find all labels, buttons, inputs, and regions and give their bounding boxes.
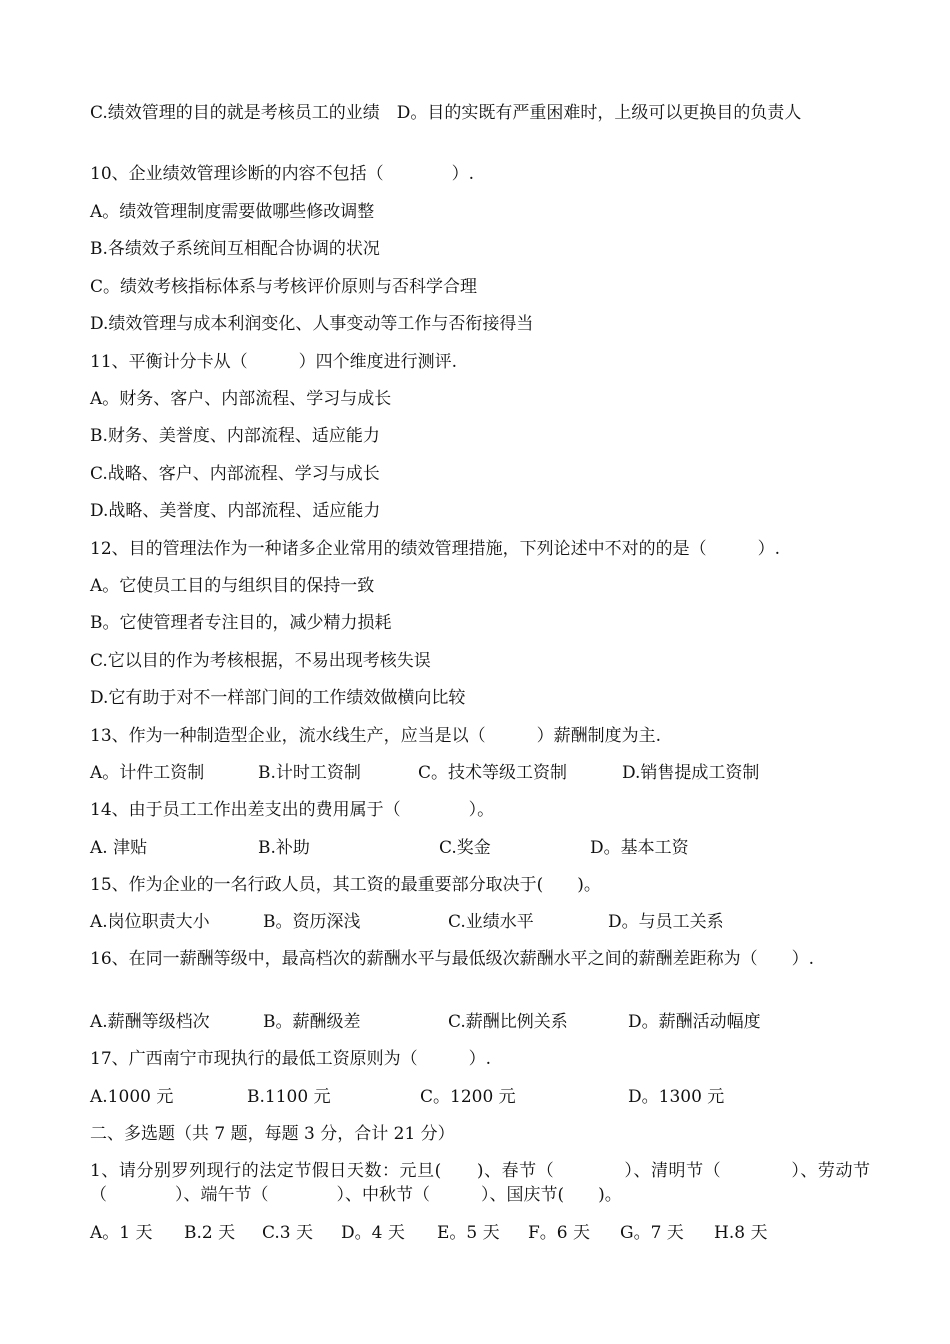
option-b: B.1100 元	[247, 1087, 331, 1107]
option-a: A. 津贴	[90, 838, 148, 858]
option-h: H.8 天	[714, 1223, 768, 1243]
question-12-option-d: D.它有助于对不一样部门间的工作绩效做横向比较	[90, 688, 466, 708]
question-9-option-c-d: C.绩效管理的目的就是考核员工的业绩 D。目的实既有严重困难时，上级可以更换目的负责人	[90, 103, 802, 123]
option-d: D。基本工资	[590, 838, 689, 858]
question-12-option-b: B。它使管理者专注目的，减少精力损耗	[90, 613, 392, 633]
question-11-option-d: D.战略、美誉度、内部流程、适应能力	[90, 501, 381, 521]
multi-question-1: 1、请分别罗列现行的法定节假日天数：元旦( )、春节（ ）、清明节（ ）、劳动节（ ）、端午节（ ）、中秋节（ ）、国庆节( )。	[90, 1161, 870, 1205]
option-c: C.3 天	[262, 1223, 314, 1243]
option-g: G。7 天	[620, 1223, 684, 1243]
option-b: B.2 天	[184, 1223, 236, 1243]
question-12-option-a: A。它使员工目的与组织目的保持一致	[90, 576, 375, 596]
question-10-option-c: C。绩效考核指标体系与考核评价原则与否科学合理	[90, 277, 478, 297]
option-d: D。4 天	[341, 1223, 405, 1243]
question-10: 10、企业绩效管理诊断的内容不包括（ ）.	[90, 164, 475, 184]
option-a: A。计件工资制	[90, 763, 205, 783]
question-16: 16、在同一薪酬等级中，最高档次的薪酬水平与最低级次薪酬水平之间的薪酬差距称为（ ）.	[90, 949, 815, 969]
option-a: A.薪酬等级档次	[90, 1012, 210, 1032]
option-a: A.岗位职责大小	[90, 912, 210, 932]
question-10-option-b: B.各绩效子系统间互相配合协调的状况	[90, 239, 380, 259]
section-2-heading: 二、多选题（共 7 题，每题 3 分，合计 21 分）	[90, 1124, 455, 1144]
question-17: 17、广西南宁市现执行的最低工资原则为（ ）.	[90, 1049, 492, 1069]
question-10-option-d: D.绩效管理与成本利润变化、人事变动等工作与否衔接得当	[90, 314, 534, 334]
question-11: 11、平衡计分卡从（ ）四个维度进行测评.	[90, 352, 458, 372]
option-e: E。5 天	[437, 1223, 500, 1243]
question-11-option-c: C.战略、客户、内部流程、学习与成长	[90, 464, 380, 484]
option-c: C。技术等级工资制	[418, 763, 568, 783]
option-b: B.补助	[258, 838, 310, 858]
question-11-option-b: B.财务、美誉度、内部流程、适应能力	[90, 426, 380, 446]
option-b: B。资历深浅	[263, 912, 361, 932]
question-14: 14、由于员工工作出差支出的费用属于（ ）。	[90, 800, 495, 820]
option-c: C.薪酬比例关系	[448, 1012, 568, 1032]
option-c: C.业绩水平	[448, 912, 534, 932]
option-c: C.奖金	[439, 838, 491, 858]
question-10-option-a: A。绩效管理制度需要做哪些修改调整	[90, 202, 375, 222]
question-12-option-c: C.它以目的作为考核根据，不易出现考核失误	[90, 651, 431, 671]
option-a: A。1 天	[90, 1223, 153, 1243]
question-12: 12、目的管理法作为一种诸多企业常用的绩效管理措施，下列论述中不对的的是（ ）.	[90, 539, 781, 559]
question-13: 13、作为一种制造型企业，流水线生产，应当是以（ ）薪酬制度为主.	[90, 726, 662, 746]
option-d: D。薪酬活动幅度	[628, 1012, 761, 1032]
question-15: 15、作为企业的一名行政人员，其工资的最重要部分取决于( )。	[90, 875, 601, 895]
option-b: B.计时工资制	[258, 763, 361, 783]
option-b: B。薪酬级差	[263, 1012, 361, 1032]
option-c: C。1200 元	[420, 1087, 516, 1107]
option-f: F。6 天	[528, 1223, 591, 1243]
option-d: D。与员工关系	[608, 912, 724, 932]
option-d: D.销售提成工资制	[622, 763, 760, 783]
question-11-option-a: A。财务、客户、内部流程、学习与成长	[90, 389, 392, 409]
option-d: D。1300 元	[628, 1087, 725, 1107]
option-a: A.1000 元	[90, 1087, 174, 1107]
